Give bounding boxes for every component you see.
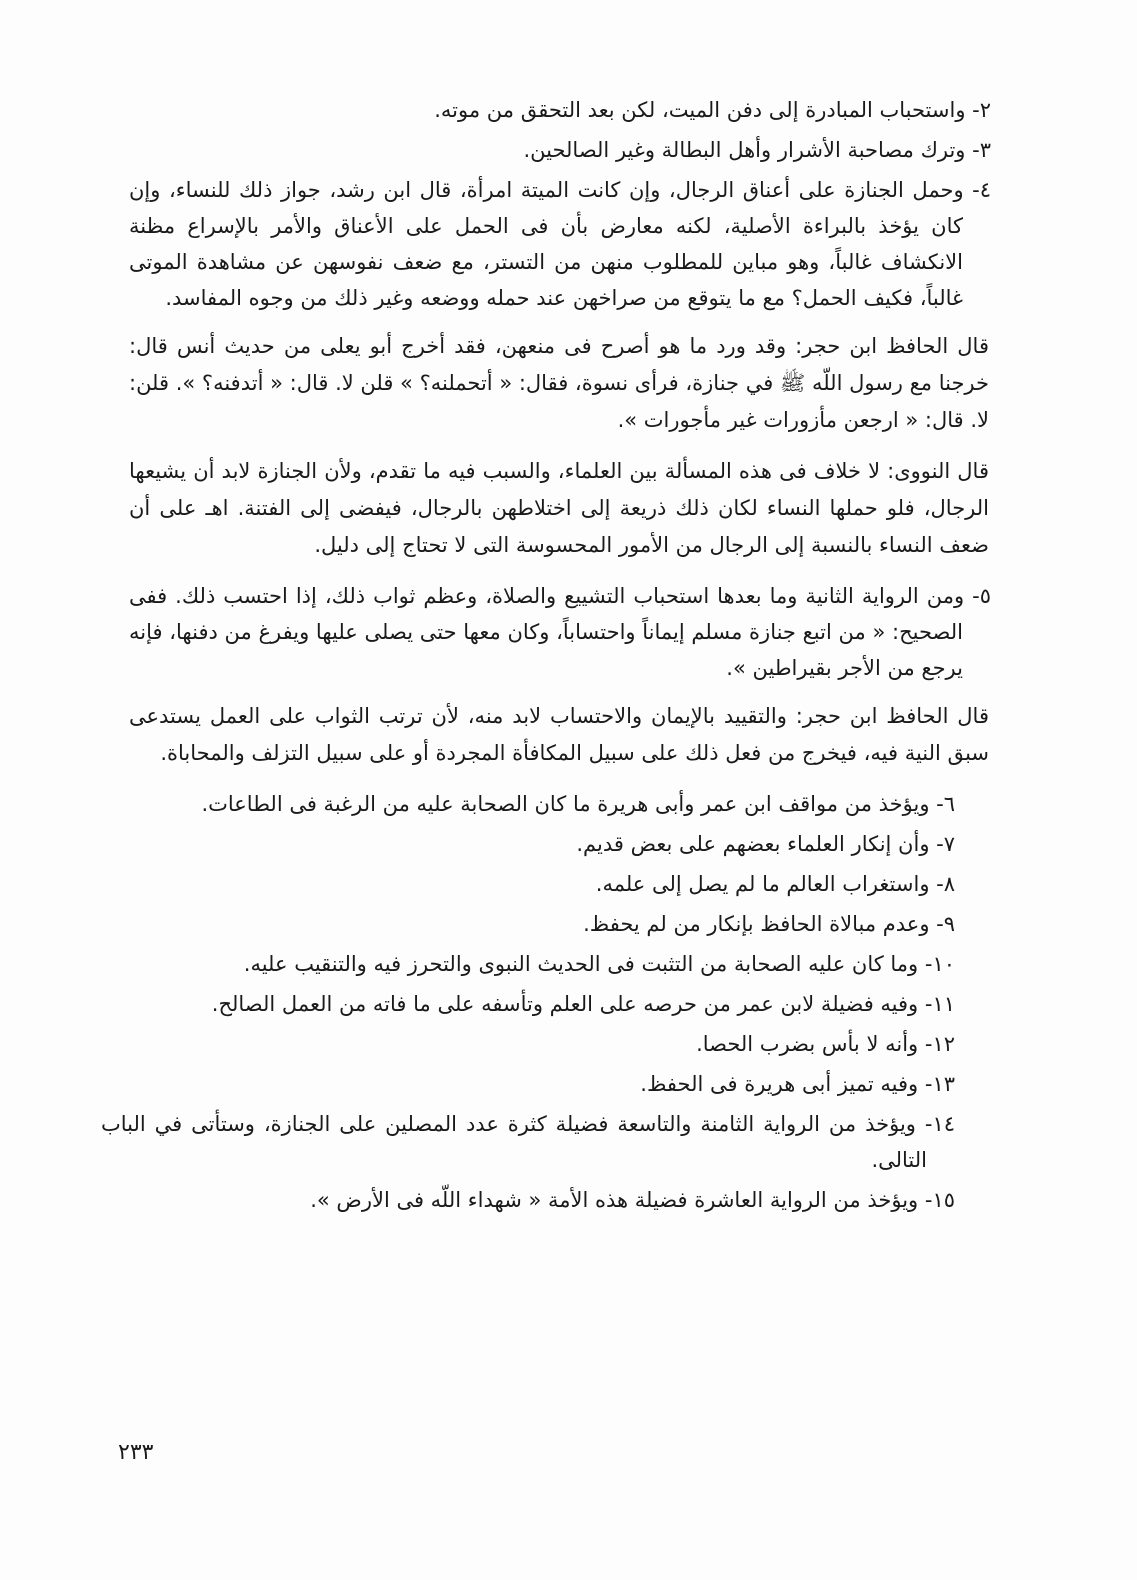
quote-ibn-hajar-2: قال الحافظ ابن حجر: والتقييد بالإيمان والاحتساب لابد منه، لأن ترتب الثواب على العمل يستدعى سبق النية فيه، فيخرج من فعل ذلك على سبيل المكافأة المجردة أو على سبيل التزلف والمحاباة.	[129, 704, 989, 765]
list-item-2: ٢- واستحباب المبادرة إلى دفن الميت، لكن بعد التحقق من موته.	[434, 98, 991, 122]
list-item-9: ٩- وعدم مبالاة الحافظ بإنكار من لم يحفظ.	[583, 912, 955, 936]
quote-nawawi: قال النووى: لا خلاف فى هذه المسألة بين العلماء، والسبب فيه ما تقدم، ولأن الجنازة لابد أن يشيعها الرجال، فلو حملها النساء لكان ذلك ذريعة إلى اختلاطهن بالرجال، فيفضى إلى الفتنة. اهـ على أن ضعف النساء بالنسبة إلى الرجال من الأمور المحسوسة التى لا تحتاج إلى دليل.	[129, 459, 989, 557]
page-body	[101, 92, 991, 1222]
list-item-10: ١٠- وما كان عليه الصحابة من التثبت فى الحديث النبوى والتحرز فيه والتنقيب عليه.	[243, 952, 955, 976]
page-number: ٢٣٣	[118, 1440, 154, 1465]
list-item-4: ٤- وحمل الجنازة على أعناق الرجال، وإن كانت الميتة امرأة، قال ابن رشد، جواز ذلك للنساء، وإن كان يؤخذ بالبراءة الأصلية، لكنه معارض بأن فى الحمل على الأعناق والأمر بالإسراع مظنة الانكشاف غالباً، وهو مباين للمطلوب منهن من التستر، مع ضعف نفوسهن عن مشاهدة الموتى غالباً، فكيف الحمل؟ مع ما يتوقع من صراخهن عند حمله ووضعه وغير ذلك من وجوه المفاسد.	[129, 178, 991, 310]
list-item-13: ١٣- وفيه تميز أبى هريرة فى الحفظ.	[640, 1072, 955, 1096]
quote-ibn-hajar-1: قال الحافظ ابن حجر: وقد ورد ما هو أصرح فى منعهن، فقد أخرج أبو يعلى من حديث أنس قال: خرجنا مع رسول اللّه ﷺ في جنازة، فرأى نسوة، فقال: « أتحملنه؟ » قلن لا. قال: « أتدفنه؟ ». قلن: لا. قال: « ارجعن مأزورات غير مأجورات ».	[129, 334, 989, 432]
list-item-14: ١٤- ويؤخذ من الرواية الثامنة والتاسعة فضيلة كثرة عدد المصلين على الجنازة، وستأتى في الباب التالى.	[101, 1112, 955, 1172]
list-item-8: ٨- واستغراب العالم ما لم يصل إلى علمه.	[595, 872, 955, 896]
list-item-15: ١٥- ويؤخذ من الرواية العاشرة فضيلة هذه الأمة « شهداء اللّه فى الأرض ».	[310, 1188, 955, 1212]
list-item-5: ٥- ومن الرواية الثانية وما بعدها استحباب التشييع والصلاة، وعظم ثواب ذلك، إذا احتسب ذلك. ففى الصحيح: « من اتبع جنازة مسلم إيماناً واحتساباً، وكان معها حتى يصلى عليها ويفرغ من دفنها، فإنه يرجع من الأجر بقيراطين ».	[129, 584, 991, 680]
list-item-3: ٣- وترك مصاحبة الأشرار وأهل البطالة وغير الصالحين.	[523, 138, 991, 162]
list-item-12: ١٢- وأنه لا بأس بضرب الحصا.	[696, 1032, 955, 1056]
list-item-11: ١١- وفيه فضيلة لابن عمر من حرصه على العلم وتأسفه على ما فاته من العمل الصالح.	[211, 992, 955, 1016]
list-item-7: ٧- وأن إنكار العلماء بعضهم على بعض قديم.	[576, 832, 955, 856]
list-item-6: ٦- ويؤخذ من مواقف ابن عمر وأبى هريرة ما كان الصحابة عليه من الرغبة فى الطاعات.	[201, 792, 955, 816]
